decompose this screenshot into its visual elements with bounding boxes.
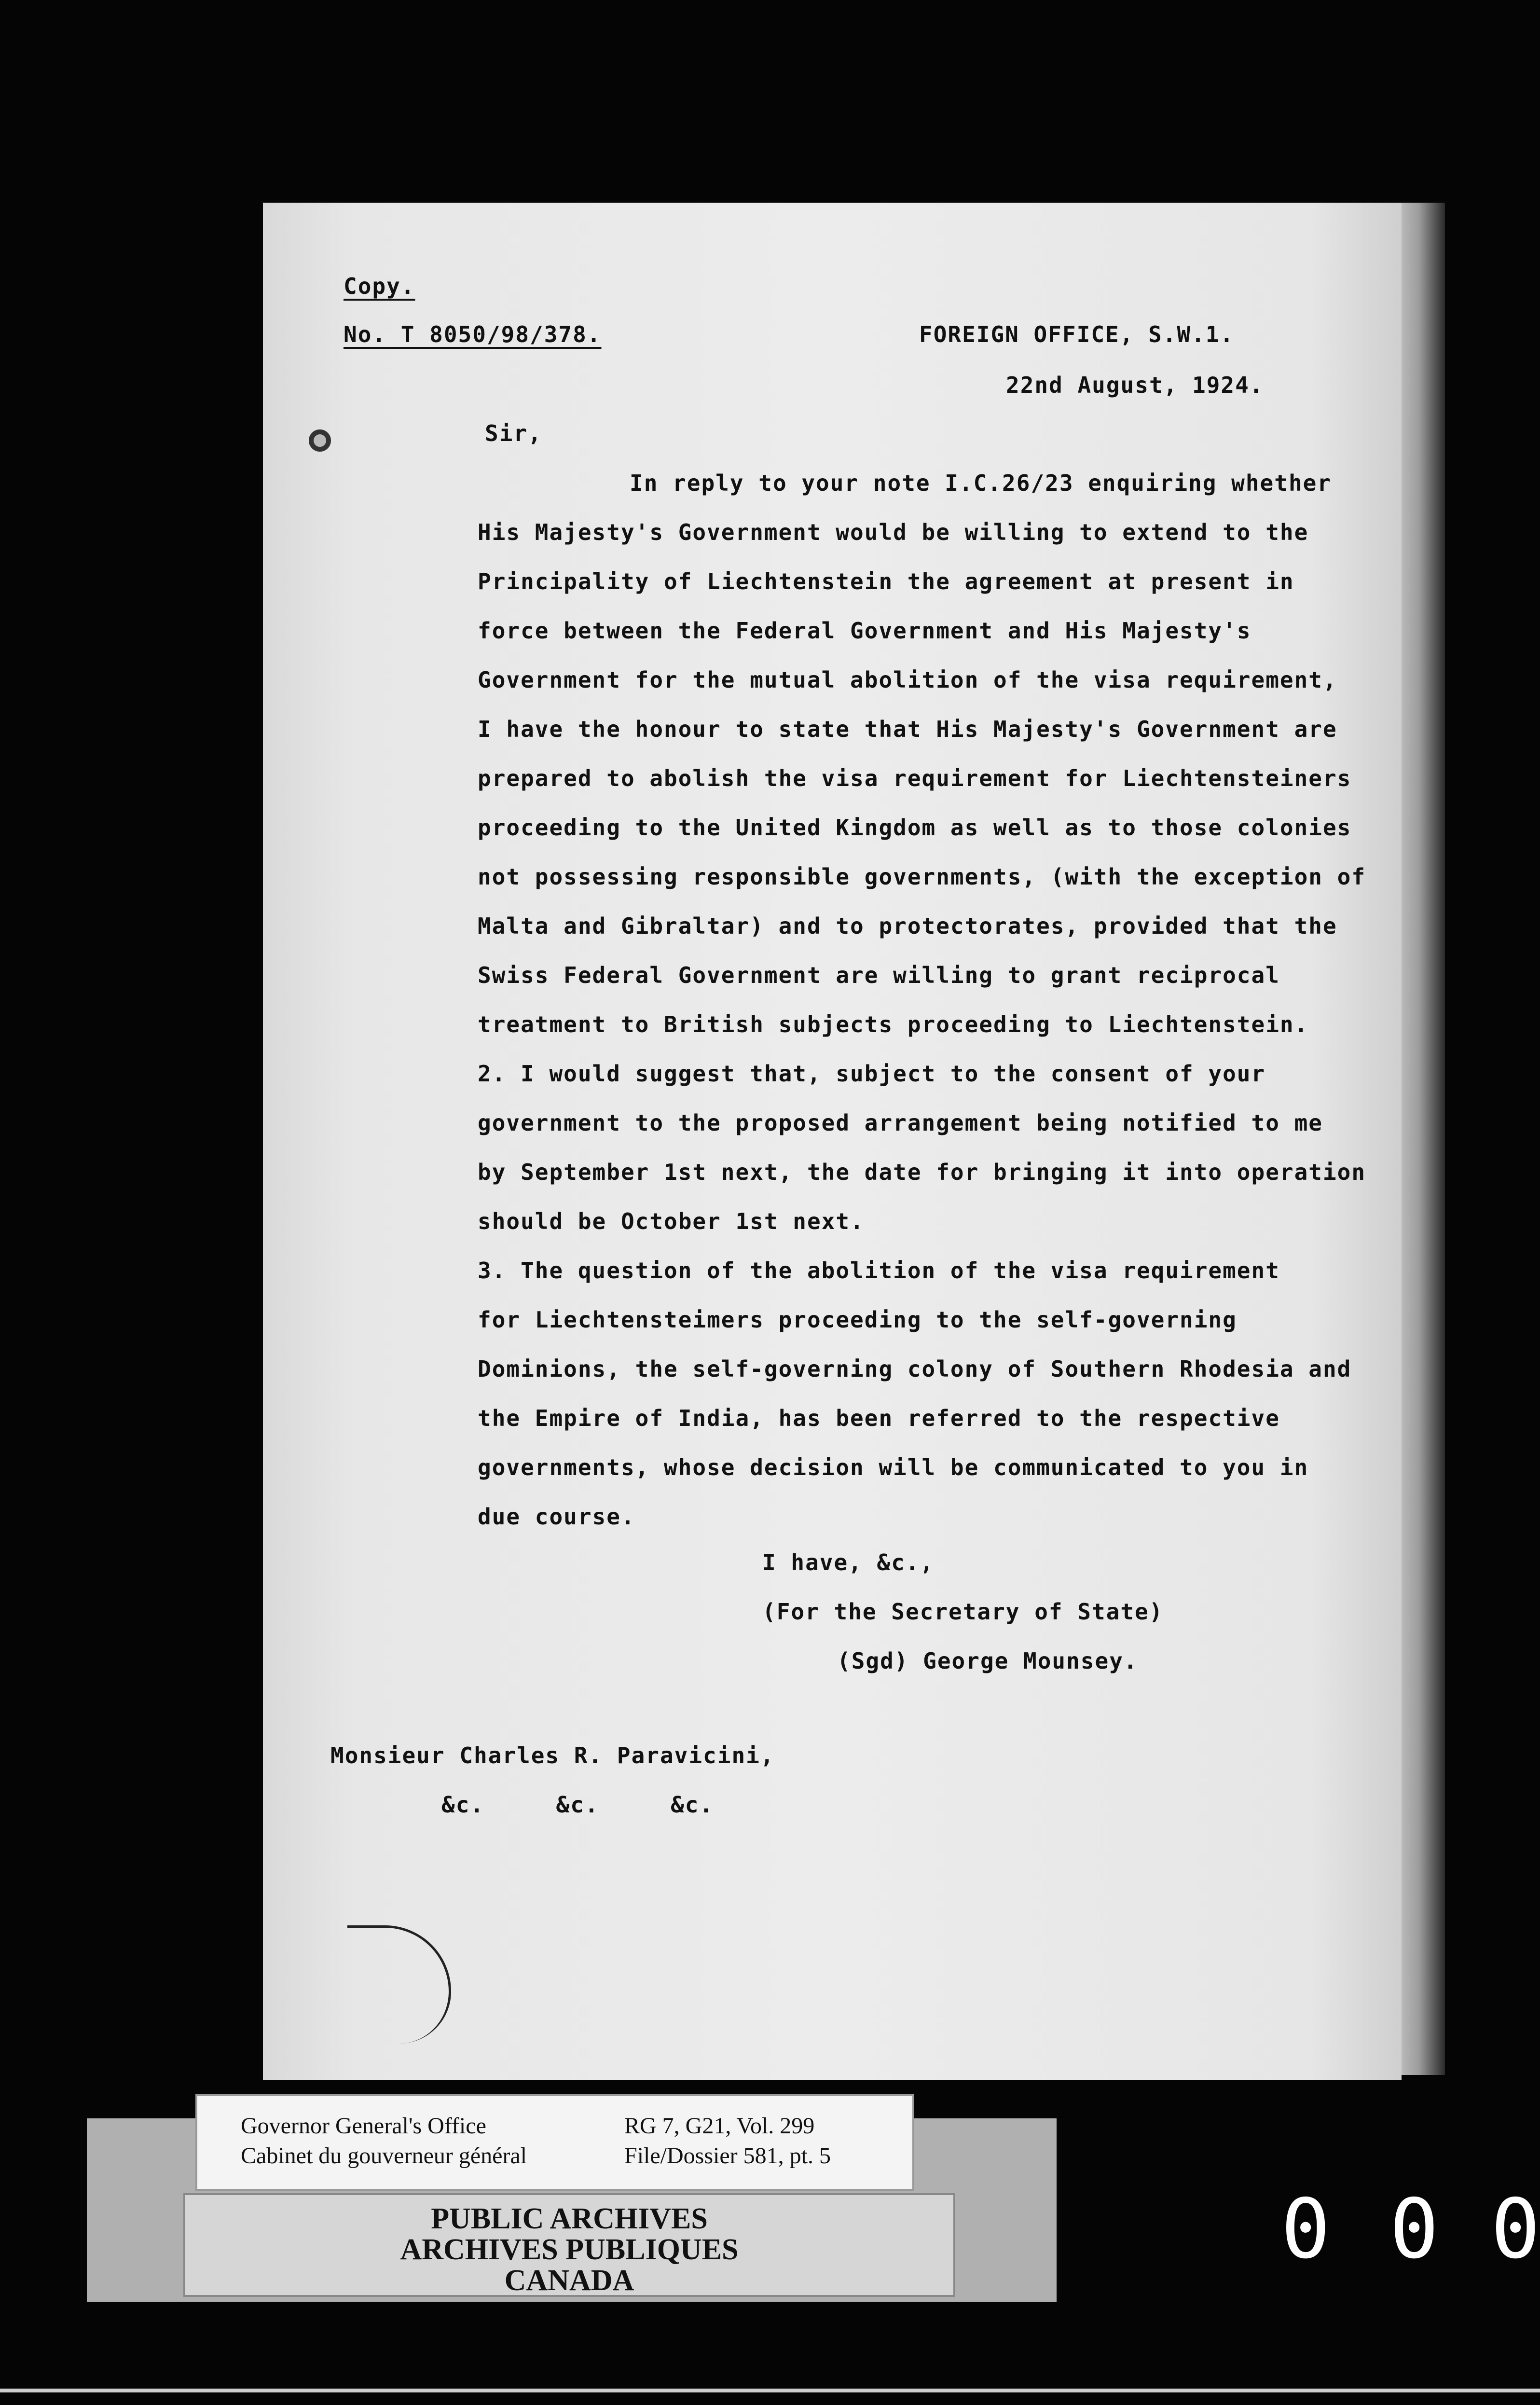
office-name: FOREIGN OFFICE, S.W.1.: [919, 321, 1235, 347]
body-line: Malta and Gibraltar) and to protectorates, provided that the: [478, 913, 1337, 939]
archive-stamp: [183, 2193, 955, 2297]
addressee-name: Monsieur Charles R. Paravicini,: [330, 1742, 775, 1769]
body-line: should be October 1st next.: [478, 1208, 865, 1234]
body-line: not possessing responsible governments, (with the exception of: [478, 864, 1366, 890]
body-line: governments, whose decision will be communicated to you in: [478, 1454, 1309, 1480]
body-line: His Majesty's Government would be willing to extend to the: [478, 519, 1309, 545]
body-line: proceeding to the United Kingdom as well as to those colonies: [478, 815, 1352, 841]
body-line: Principality of Liechtenstein the agreement at present in: [478, 568, 1294, 594]
body-line: Dominions, the self-governing colony of Southern Rhodesia and: [478, 1356, 1352, 1382]
body-line: Swiss Federal Government are willing to grant reciprocal: [478, 962, 1280, 988]
body-line: treatment to British subjects proceeding to Liechtenstein.: [478, 1011, 1309, 1037]
closing-line: (For the Secretary of State): [762, 1599, 1164, 1625]
label-dept-en: Governor General's Office: [241, 2113, 486, 2139]
body-line: prepared to abolish the visa requirement for Liechtensteiners: [478, 765, 1352, 791]
punch-hole: [309, 429, 331, 452]
body-line: the Empire of India, has been referred to the respective: [478, 1405, 1280, 1431]
body-line: by September 1st next, the date for bringing it into operation: [478, 1159, 1366, 1185]
archive-reference-label: [195, 2094, 914, 2191]
body-line: due course.: [478, 1504, 635, 1530]
closing-line: I have, &c.,: [762, 1549, 935, 1576]
sheet-edge-shadow: [1402, 203, 1445, 2075]
film-edge: [0, 2389, 1540, 2392]
salutation: Sir,: [485, 420, 542, 446]
addressee-etc: &c. &c. &c.: [441, 1792, 714, 1818]
body-line: I have the honour to state that His Majesty's Government are: [478, 716, 1337, 742]
body-line: 2. I would suggest that, subject to the consent of your: [478, 1061, 1266, 1087]
frame-digit: 0: [1389, 2182, 1439, 2277]
file-number: No. T 8050/98/378.: [344, 321, 602, 347]
label-dept-fr: Cabinet du gouverneur général: [241, 2143, 527, 2169]
body-line: 3. The question of the abolition of the visa requirement: [478, 1258, 1280, 1284]
label-file: File/Dossier 581, pt. 5: [624, 2143, 831, 2169]
signature-line: (Sgd) George Mounsey.: [837, 1648, 1138, 1674]
stamp-line: PUBLIC ARCHIVES: [431, 2202, 708, 2235]
copy-label: Copy.: [344, 273, 415, 299]
letter-date: 22nd August, 1924.: [1006, 372, 1264, 398]
frame-digit: 0: [1491, 2182, 1540, 2277]
body-line: In reply to your note I.C.26/23 enquiring whether: [630, 470, 1332, 496]
label-ref: RG 7, G21, Vol. 299: [624, 2113, 815, 2139]
stamp-line: CANADA: [504, 2264, 634, 2297]
body-line: for Liechtensteimers proceeding to the self-governing: [478, 1307, 1237, 1333]
frame-digit: 0: [1281, 2182, 1331, 2277]
stamp-line: ARCHIVES PUBLIQUES: [400, 2233, 739, 2266]
body-line: government to the proposed arrangement being notified to me: [478, 1110, 1323, 1136]
body-line: force between the Federal Government and His Majesty's: [478, 618, 1251, 644]
body-line: Government for the mutual abolition of the visa requirement,: [478, 667, 1337, 693]
